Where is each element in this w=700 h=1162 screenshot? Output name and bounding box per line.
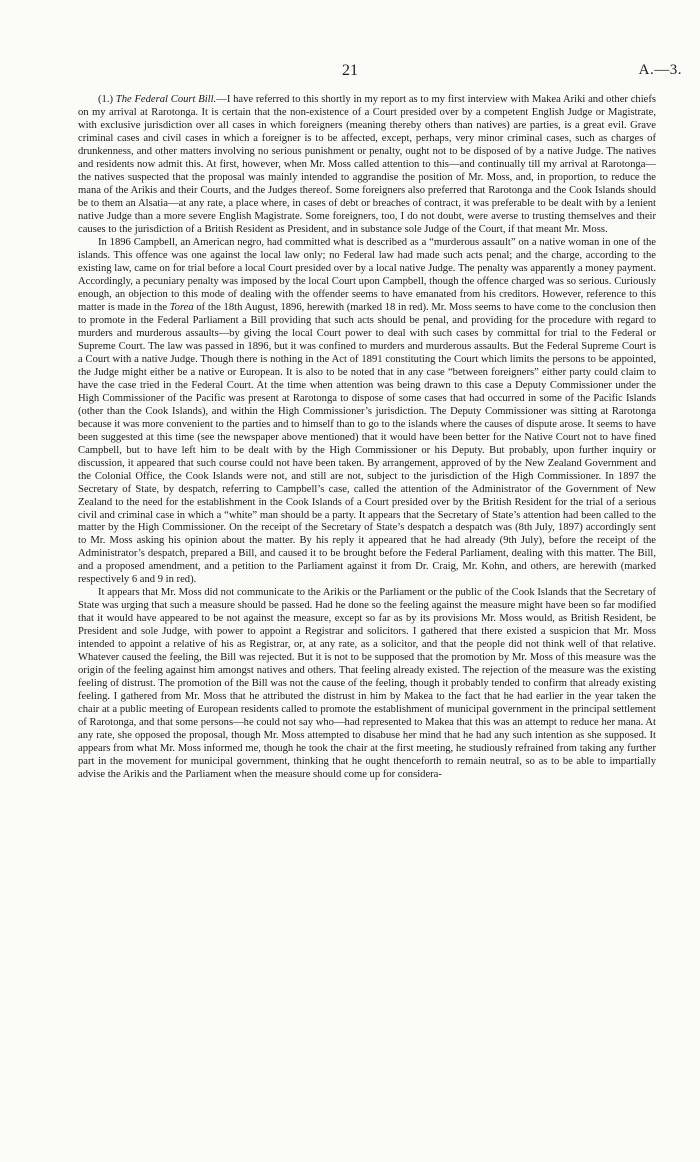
paragraph-text: of the 18th August, 1896, herewith (marked 18 in red). Mr. Moss seems to have come to the conclusion then to promote in the Federal Parliament a Bill providing that such acts should be penal, and providing for the procedure with regard to murders and murderous assaults—by giving the local Court power to deal with such cases by committal for trial to the Federal or Supreme Court. The law was passed in 1896, but it was confined to murders and murderous assaults. But the Federal Supreme Court is a Court with a native Judge. Though there is nothing in the Act of 1891 constituting the Court which limits the persons to be appointed, the Judge might either be a native or European. It is also to be noted that in any case “between foreigners” either party could claim to have the case tried in the Federal Court. At the time when attention was being drawn to this case a Deputy Commissioner under the High Commissioner of the Pacific was present at Rarotonga to dispose of some cases that had occurred in some of the Pacific Islands (other than the Cook Islands), and within the High Commissioner’s jurisdiction. The Deputy Commissioner was sitting at Rarotonga because it was more convenient to the parties and to himself than to go to the islands where the causes of dispute arose. It seems to have been suggested at this time (see the newspaper above mentioned) that it would have been better for the Native Court not to have fined Campbell, but to have left him to be dealt with by the High Commissioner or his Deputy. But probably, upon further inquiry or discussion, it appeared that such course could not have been taken. By arrangement, approved of by the New Zealand Government and the Colonial Office, the Cook Islands were not, and still are not, subject to the jurisdiction of the High Commissioner. In 1897 the Secretary of State, by despatch, referring to Campbell’s case, called the attention of the Administrator of the Government of New Zealand to the need for the establishment in the Cook Islands of a Court presided over by the British Resident for the trial of a serious civil and criminal case in which a “white” man should be a party. It appears that the Secretary of State’s attention had been called to the matter by the High Commissioner. On the receipt of the Secretary of State’s despatch a despatch was (8th July, 1897) accordingly sent to Mr. Moss asking his opinion about the matter. By his reply it appeared that he had already (9th July), before the receipt of the Administrator’s despatch, prepared a Bill, and caused it to be brought before the Federal Parliament, dealing with this matter. The Bill, and a proposed amendment, and a petition to the Parliament against it from Dr. Craig, Mr. Kohn, and others, are herewith (marked respectively 6 and 9 in red). [78,301,656,586]
paragraph-text: It appears that Mr. Moss did not communicate to the Arikis or the Parliament or the public of the Cook Islands that the Secretary of State was urging that such a measure should be passed. Had he done so the feeling against the measure might have been so far modified that it would have appeared to be not against the measure, except so far as by its provisions Mr. Moss would, as British Resident, be President and sole Judge, with power to appoint a Registrar and solicitors. I gathered that there existed a suspicion that Mr. Moss intended to appoint a relative of his as Registrar, or, at any rate, as a solicitor, and that the people did not think well of that relative. Whatever caused the feeling, the Bill was rejected. But it is not to be supposed that the promotion by Mr. Moss of this measure was the origin of the feeling against him amongst natives and others. That feeling already existed. The rejection of the measure was the existing feeling of distrust. The promotion of the Bill was not the cause of the feeling, though it probably tended to confirm that already existing feeling. I gathered from Mr. Moss that he attributed the distrust in him by Makea to the fact that he had earlier in the year taken the chair at a public meeting of European residents called to promote the establishment of municipal government in the principal settlement of Rarotonga, and that some persons—he could not say who—had represented to Makea that this was an attempt to reduce her mana. At any rate, she opposed the proposal, though Mr. Moss attempted to disabuse her mind that he had any such intention as she supposed. It appears from what Mr. Moss informed me, though he took the chair at the first meeting, he studiously refrained from taking any further part in the movement for municipal government, thinking that he ought thenceforth to remain neutral, so as to be able to impartially advise the Arikis and the Parliament when the measure should come up for considera- [78,587,656,781]
paragraph-campbell-case [78,237,656,588]
paragraph-moss-communication [78,587,656,782]
body-text [78,94,656,782]
page-number: 21 [342,62,358,79]
paragraph-text: —I have referred to this shortly in my report as to my first interview with Makea Ariki and other chiefs on my arrival at Rarotonga. It is certain that the non-existence of a Court presided over by a competent English Judge or Magistrate, with exclusive jurisdiction over all cases in which foreigners (meaning thereby others than natives) are parties, is a great evil. Grave criminal cases and civil cases in which a foreigner is to be affected, except, perhaps, very minor criminal cases, such as charges of drunkenness, and other matters involving no serious punishment or penalty, ought not to be disposed of by a native Judge. The natives and residents now admit this. At first, however, when Mr. Moss called attention to this—and continually till my arrival at Rarotonga—the natives suspected that the proposal was mainly intended to aggrandise the position of Mr. Moss, and, in proportion, to reduce the mana of the Arikis and their Courts, and the Judges thereof. Some foreigners also preferred that Rarotonga and the Cook Islands should be to them an Alsatia—at any rate, a place where, in cases of debt or breaches of contract, it was preferable to be dealt with by a lenient native Judge than a more severe English Magistrate. Some foreigners, too, I do not doubt, were averse to trusting themselves and their causes to the jurisdiction of a British Resident as President, and in substance sole Judge of the Court, if that meant Mr. Moss. [78,94,657,235]
paragraph-text: In 1896 Campbell, an American negro, had committed what is described as a “murderous assault” on a native woman in one of the islands. This offence was one against the local law only; no Federal law had made such acts penal; and the charge, according to the existing law, came on for trial before a local Court presided over by a local native Judge. The penalty was apparently a money payment. Accordingly, a pecuniary penalty was imposed by the local Court upon Campbell, though the offence charged was so serious. Curiously enough, an objection to this mode of dealing with the offender seems to have emanated from his creditors. However, reference to this matter is made in the [78,236,656,313]
page-header [0,62,700,84]
paragraph-federal-court-bill [78,94,656,237]
section-title: The Federal Court Bill. [115,94,217,105]
newspaper-title: Torea [169,301,194,313]
document-reference: A.—3. [638,62,682,78]
section-number: (1.) [98,94,114,105]
